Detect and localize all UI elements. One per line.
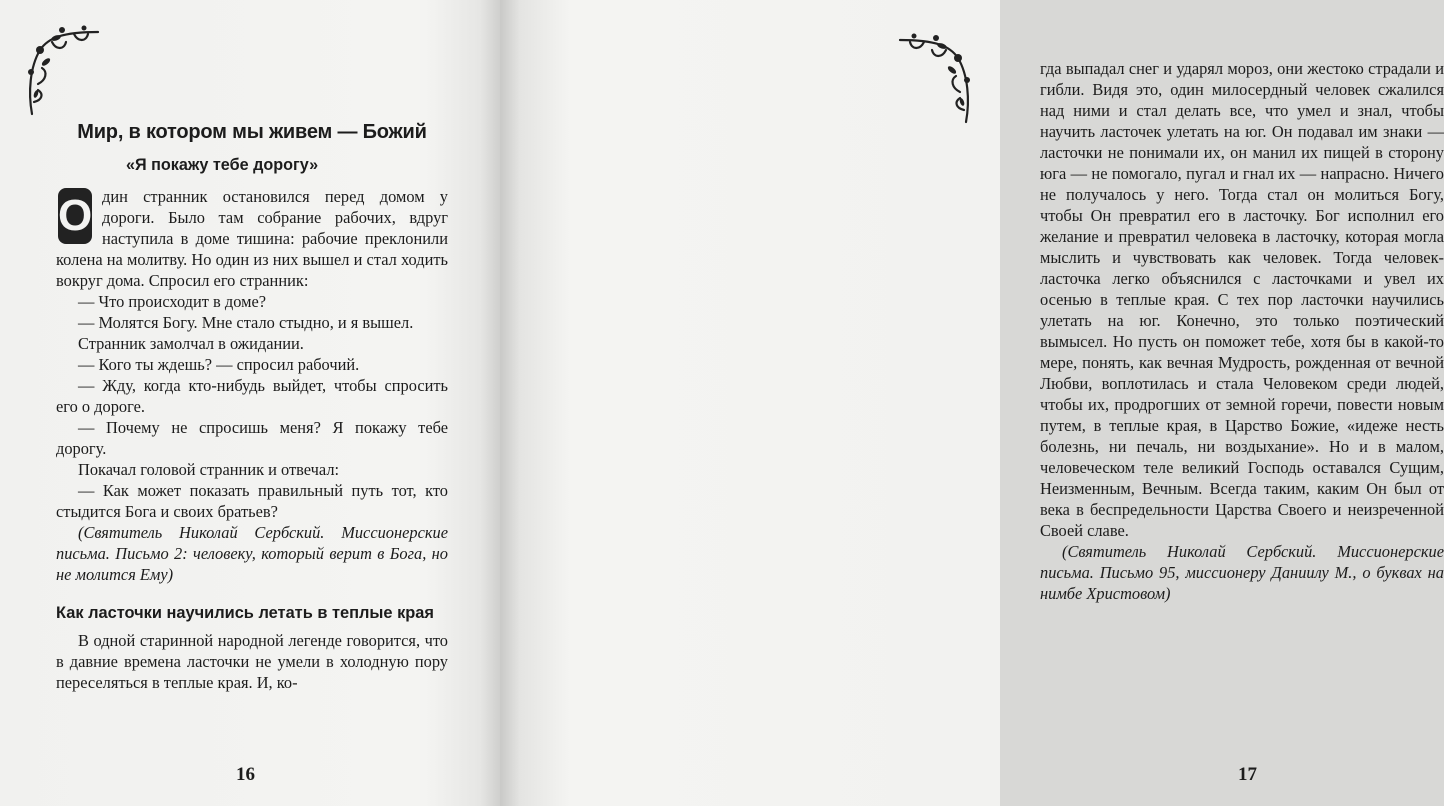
paragraph-10: В одной старинной народной легенде говорится, что в давние времена ласточки не умели в холодную пору переселяться в теплые края. И, ко- xyxy=(56,631,448,692)
paragraph-1: дин странник остановился перед домом у дороги. Было там собрание рабочих, вдруг наступила в доме тишина: рабочие преклонили колена на молитву. Но один из них вышел и стал ходить вокруг дома. Спросил его странник: xyxy=(56,187,448,290)
right-page xyxy=(500,0,1444,806)
citation-right: (Святитель Николай Сербский. Миссионерские письма. Письмо 95, миссионеру Даниилу М., о буквах на нимбе Христовом) xyxy=(1040,542,1444,603)
citation-left: (Святитель Николай Сербский. Миссионерские письма. Письмо 2: человеку, который верит в Бога, но не молится Ему) xyxy=(56,523,448,584)
drop-cap: О xyxy=(58,188,92,244)
left-page xyxy=(0,0,500,806)
paragraph-9: — Как может показать правильный путь тот, кто стыдится Бога и своих братьев? xyxy=(56,481,448,521)
page-number-right: 17 xyxy=(1238,764,1257,785)
paragraph-continued: гда выпадал снег и ударял мороз, они жестоко страдали и гибли. Видя это, один милосердный человек сжалился над ними и стал делать все, что умел и знал, чтобы научить ласточек улетать на юг. Он подавал им знаки — ласточки не понимали их, он манил их пищей в сторону юга — не помогало, пугал и гнал их — напрасно. Ничего не получалось у него. Тогда стал он молиться Богу, чтобы Он превратил его в ласточку. Бог исполнил его желание и превратил человека в ласточку, которая могла мыслить и чувствовать как человек. Тогда человек-ласточка легко объяснился с ласточками и увел их осенью в теплые края. С тех пор ласточки научились улетать на юг. Конечно, это только поэтический вымысел. Но пусть он поможет тебе, хотя бы в какой-то мере, понять, как вечная Мудрость, рожденная от вечной Любви, воплотилась и стала Человеком среди людей, чтобы их, продрогших от земной горечи, повести новым путем, в теплые края, в Царство Божие, «идеже несть болезнь, ни печаль, ни воздыхание». Но и в малом, человеческом теле великий Господь оставался Сущим, Неизменным, Вечным. Всегда таким, каким Он был от века в беспредельности Царства Своего и неизреченной Своей славе. xyxy=(1040,59,1444,540)
paragraph-4: Странник замолчал в ожидании. xyxy=(78,334,304,353)
paragraph-6: — Жду, когда кто-нибудь выйдет, чтобы спросить его о дороге. xyxy=(56,376,448,416)
left-page-text xyxy=(56,122,448,693)
story-subtitle: «Я покажу тебе дорогу» xyxy=(126,156,319,174)
page-number-left: 16 xyxy=(236,764,255,785)
paragraph-7: — Почему не спросишь меня? Я покажу тебе дорогу. xyxy=(56,418,448,458)
paragraph-5: — Кого ты ждешь? — спросил рабочий. xyxy=(78,355,360,374)
right-page-text xyxy=(1040,58,1444,604)
paragraph-3: — Молятся Богу. Мне стало стыдно, и я вышел. xyxy=(78,313,414,332)
section-title: Как ласточки научились летать в теплые края xyxy=(56,604,434,622)
first-paragraph xyxy=(56,186,448,291)
paragraph-2: — Что происходит в доме? xyxy=(78,292,267,311)
page-title: Мир, в котором мы живем — Божий xyxy=(77,121,427,143)
paragraph-8: Покачал головой странник и отвечал: xyxy=(78,460,340,479)
floral-corner-ornament-icon xyxy=(894,30,976,126)
floral-corner-ornament-icon xyxy=(22,22,104,118)
